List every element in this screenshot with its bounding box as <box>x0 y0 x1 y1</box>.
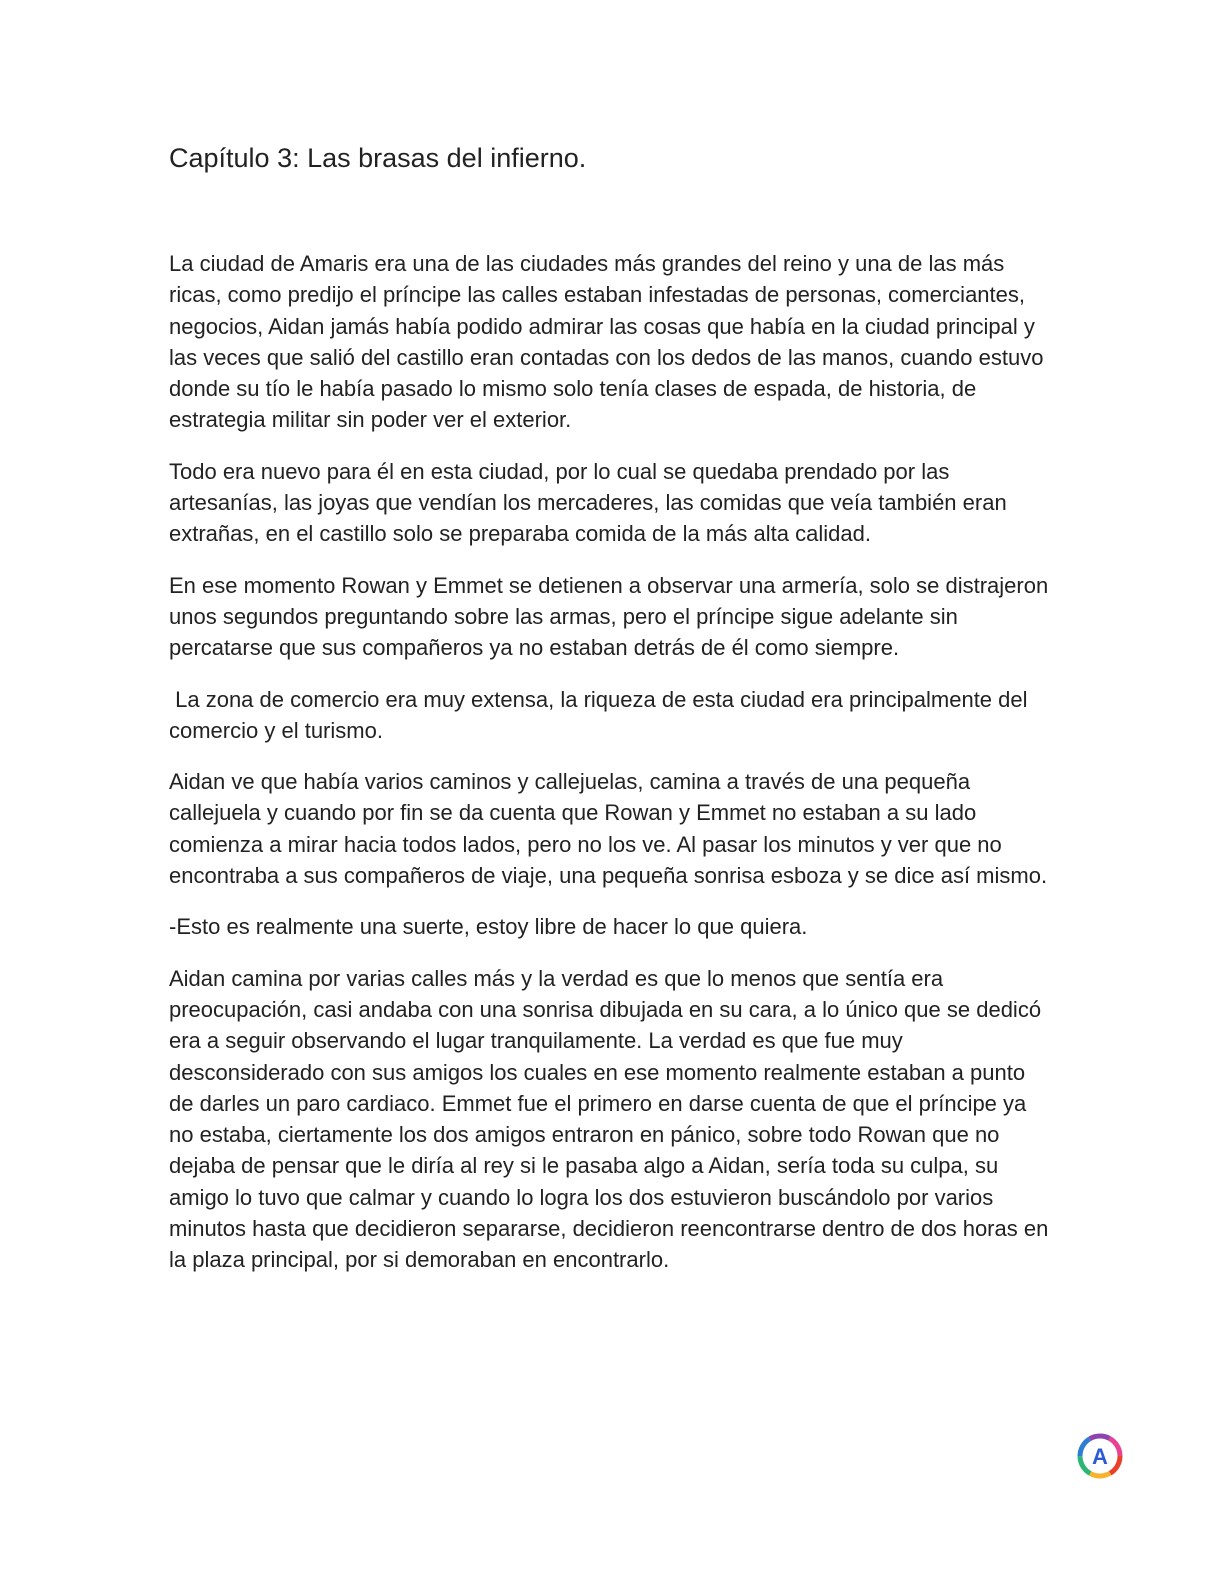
circular-a-logo-icon <box>1077 1433 1123 1479</box>
paragraph: En ese momento Rowan y Emmet se detienen a observar una armería, solo se distrajeron unos segundos preguntando sobre las armas, pero el príncipe sigue adelante sin percatarse que sus compañeros ya no estaban detrás de él como siempre. <box>169 572 1055 661</box>
chapter-title: Capítulo 3: Las brasas del infierno. <box>169 143 587 173</box>
document-page <box>169 140 1055 1296</box>
paragraph: Aidan ve que había varios caminos y callejuelas, camina a través de una pequeña callejuela y cuando por fin se da cuenta que Rowan y Emmet no estaban a su lado comienza a mirar hacia todos lados, pero no los ve. Al pasar los minutos y ver que no encontraba a sus compañeros de viaje, una pequeña sonrisa esboza y se dice así mismo. <box>169 769 1048 889</box>
paragraph: La ciudad de Amaris era una de las ciudades más grandes del reino y una de las más ricas, como predijo el príncipe las calles estaban infestadas de personas, comerciantes, negocios, Aidan jamás había podido admirar las cosas que había en la ciudad principal y las veces que salió del castillo eran contadas con los dedos de las manos, cuando estuvo donde su tío le había pasado lo mismo solo tenía clases de espada, de historia, de estrategia militar sin poder ver el exterior. <box>169 251 1050 433</box>
paragraph: -Esto es realmente una suerte, estoy libre de hacer lo que quiera. <box>169 914 808 940</box>
logo-letter: A <box>1092 1444 1108 1469</box>
chapter-body <box>169 248 1055 1276</box>
paragraph: Todo era nuevo para él en esta ciudad, por lo cual se quedaba prendado por las artesanías, las joyas que vendían los mercaderes, las comidas que veía también eran extrañas, en el castillo solo se preparaba comida de la más alta calidad. <box>169 458 1013 547</box>
paragraph: La zona de comercio era muy extensa, la riqueza de esta ciudad era principalmente del comercio y el turismo. <box>169 686 1034 743</box>
paragraph: Aidan camina por varias calles más y la verdad es que lo menos que sentía era preocupación, casi andaba con una sonrisa dibujada en su cara, a lo único que se dedicó era a seguir observando el lugar tranquilamente. La verdad es que fue muy desconsiderado con sus amigos los cuales en ese momento realmente estaban a punto de darles un paro cardiaco. Emmet fue el primero en darse cuenta de que el príncipe ya no estaba, ciertamente los dos amigos entraron en pánico, sobre todo Rowan que no dejaba de pensar que le diría al rey si le pasaba algo a Aidan, sería toda su culpa, su amigo lo tuvo que calmar y cuando lo logra los dos estuvieron buscándolo por varios minutos hasta que decidieron separarse, decidieron reencontrarse dentro de dos horas en la plaza principal, por si demoraban en encontrarlo. <box>169 965 1055 1273</box>
